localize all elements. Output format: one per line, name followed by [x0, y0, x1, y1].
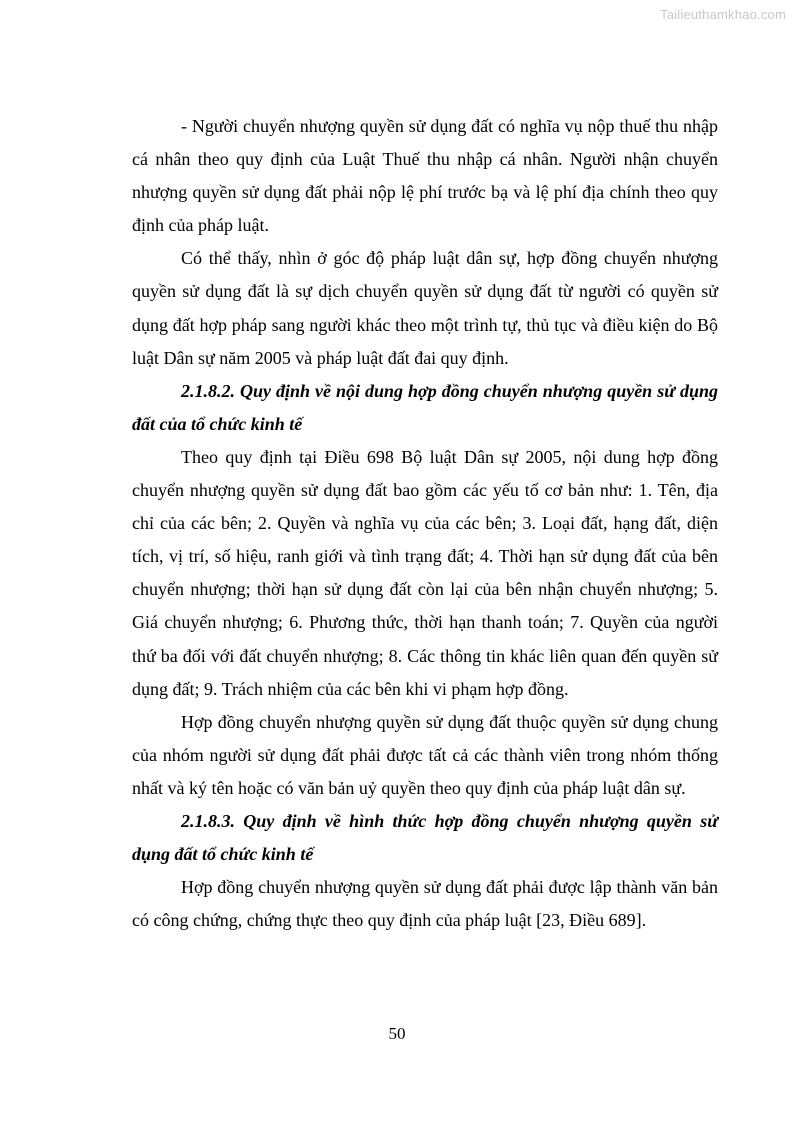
- document-body: [132, 110, 718, 937]
- paragraph-contract-form: Hợp đồng chuyển nhượng quyền sử dụng đất phải được lập thành văn bản có công chứng, chứng thực theo quy định của pháp luật [23, Điều 689].: [132, 877, 718, 931]
- paragraph-shared-land-use: Hợp đồng chuyển nhượng quyền sử dụng đất thuộc quyền sử dụng chung của nhóm người sử dụng đất phải được tất cả các thành viên trong nhóm thống nhất và ký tên hoặc có văn bản uỷ quyền theo quy định của pháp luật dân sự.: [132, 711, 718, 798]
- paragraph-contract-content: Theo quy định tại Điều 698 Bộ luật Dân sự 2005, nội dung hợp đồng chuyển nhượng quyền sử dụng đất bao gồm các yếu tố cơ bản như: 1. Tên, địa chỉ của các bên; 2. Quyền và nghĩa vụ của các bên; 3. Loại đất, hạng đất, diện tích, vị trí, số hiệu, ranh giới và tình trạng đất; 4. Thời hạn sử dụng đất của bên chuyển nhượng; thời hạn sử dụng đất còn lại của bên nhận chuyển nhượng; 5. Giá chuyển nhượng; 6. Phương thức, thời hạn thanh toán; 7. Quyền của người thứ ba đối với đất chuyển nhượng; 8. Các thông tin khác liên quan đến quyền sử dụng đất; 9. Trách nhiệm của các bên khi vi phạm hợp đồng.: [132, 446, 718, 699]
- paragraph-civil-law-view: Có thể thấy, nhìn ở góc độ pháp luật dân sự, hợp đồng chuyển nhượng quyền sử dụng đất là sự dịch chuyển quyền sử dụng đất từ người có quyền sử dụng đất hợp pháp sang người khác theo một trình tự, thủ tục và điều kiện do Bộ luật Dân sự năm 2005 và pháp luật đất đai quy định.: [132, 248, 718, 368]
- paragraph-tax-obligations: - Người chuyển nhượng quyền sử dụng đất có nghĩa vụ nộp thuế thu nhập cá nhân theo quy định của Luật Thuế thu nhập cá nhân. Người nhận chuyển nhượng quyền sử dụng đất phải nộp lệ phí trước bạ và lệ phí địa chính theo quy định của pháp luật.: [132, 116, 718, 236]
- section-heading-2-1-8-3: 2.1.8.3. Quy định về hình thức hợp đồng chuyển nhượng quyền sử dụng đất tổ chức kinh tế: [132, 810, 718, 865]
- watermark: Tailieuthamkhao.com: [660, 7, 786, 22]
- page-number: 50: [388, 1024, 406, 1043]
- section-heading-2-1-8-2: 2.1.8.2. Quy định về nội dung hợp đồng chuyển nhượng quyền sử dụng đất của tổ chức kinh tế: [132, 380, 718, 434]
